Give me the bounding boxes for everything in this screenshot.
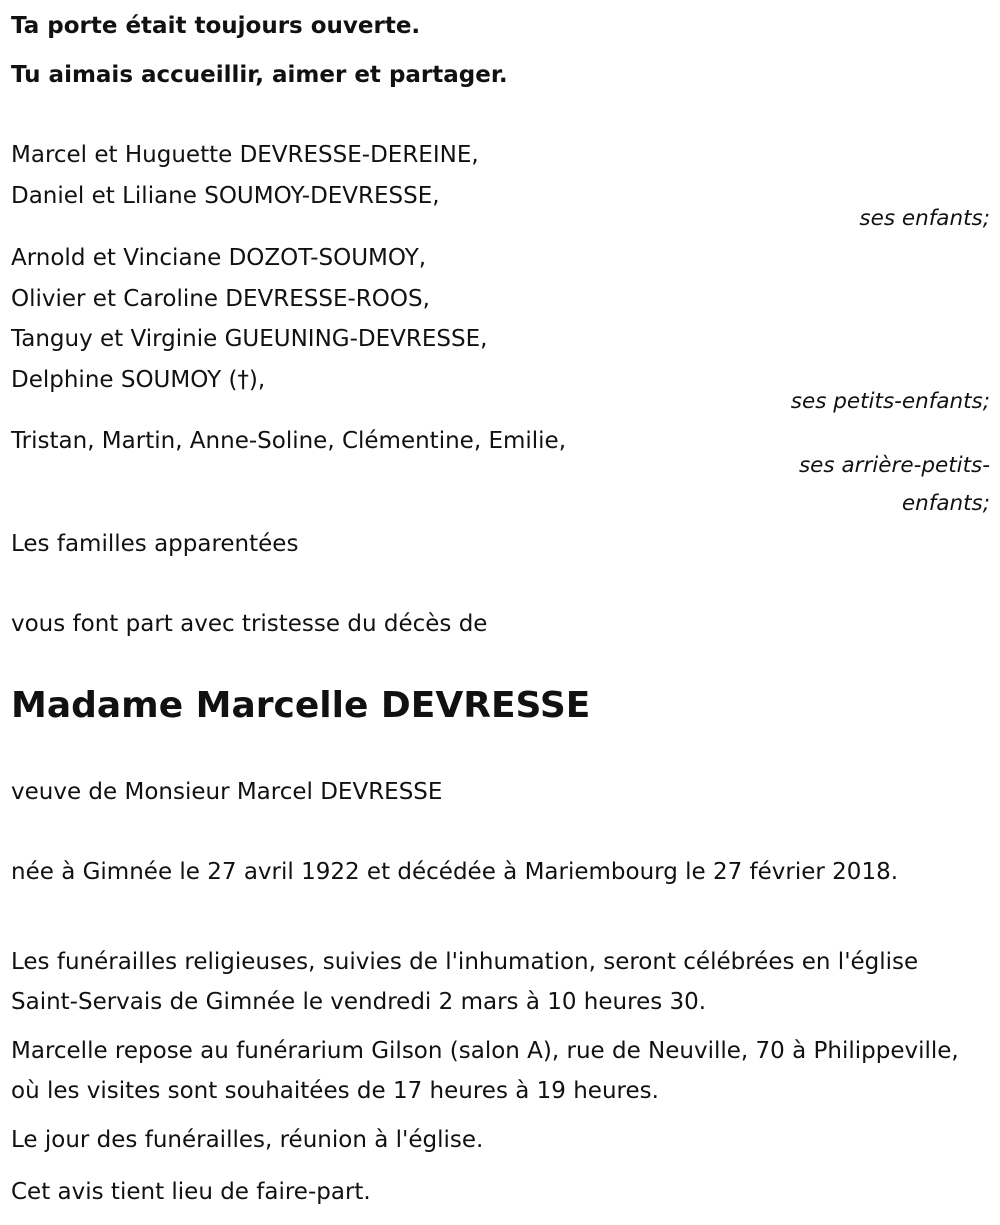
grandchild-name: Tanguy et Virginie GUEUNING-DEVRESSE,	[11, 326, 488, 352]
quote-line-2: Tu aimais accueillir, aimer et partager.	[11, 62, 508, 88]
notice-paragraph: Cet avis tient lieu de faire-part.	[11, 1179, 371, 1205]
grandchild-name: Arnold et Vinciane DOZOT-SOUMOY,	[11, 245, 427, 271]
children-name: Daniel et Liliane SOUMOY-DEVRESSE,	[11, 182, 440, 209]
great-grandchildren-relation-line-2: enfants;	[901, 491, 990, 516]
grandchildren-relation: ses petits-enfants;	[790, 389, 990, 414]
announcement-text: vous font part avec tristesse du décès de	[11, 611, 488, 637]
birth-death-paragraph: née à Gimnée le 27 avril 1922 et décédée à Mariembourg le 27 février 2018.	[11, 859, 899, 885]
great-grandchildren-relation	[799, 447, 990, 523]
great-grandchildren-relation-line-1: ses arrière-petits-	[798, 453, 990, 478]
great-grandchildren-list	[11, 421, 566, 462]
meeting-paragraph: Le jour des funérailles, réunion à l'église.	[11, 1127, 484, 1153]
grandchild-name: Delphine SOUMOY (†),	[11, 366, 266, 393]
quote-line-1: Ta porte était toujours ouverte.	[11, 13, 421, 39]
great-grandchildren-names: Tristan, Martin, Anne-Soline, Clémentine, Emilie,	[11, 428, 567, 454]
grandchild-name: Olivier et Caroline DEVRESSE-ROOS,	[11, 285, 430, 312]
children-list	[11, 135, 479, 216]
grandchildren-list	[11, 238, 487, 400]
funerarium-paragraph: Marcelle repose au funérarium Gilson (salon A), rue de Neuville, 70 à Philippeville, où les visites sont souhaitées de 17 heures à 19 heures.	[11, 1038, 959, 1104]
children-name: Marcel et Huguette DEVRESSE-DEREINE,	[11, 142, 479, 168]
deceased-name: Madame Marcelle DEVRESSE	[11, 685, 591, 726]
children-relation: ses enfants;	[859, 206, 990, 231]
funeral-paragraph: Les funérailles religieuses, suivies de l'inhumation, seront célébrées en l'église Saint-Servais de Gimnée le vendredi 2 mars à 10 heures 30.	[11, 949, 919, 1015]
related-families: Les familles apparentées	[11, 531, 299, 557]
widow-of-text: veuve de Monsieur Marcel DEVRESSE	[11, 779, 443, 805]
